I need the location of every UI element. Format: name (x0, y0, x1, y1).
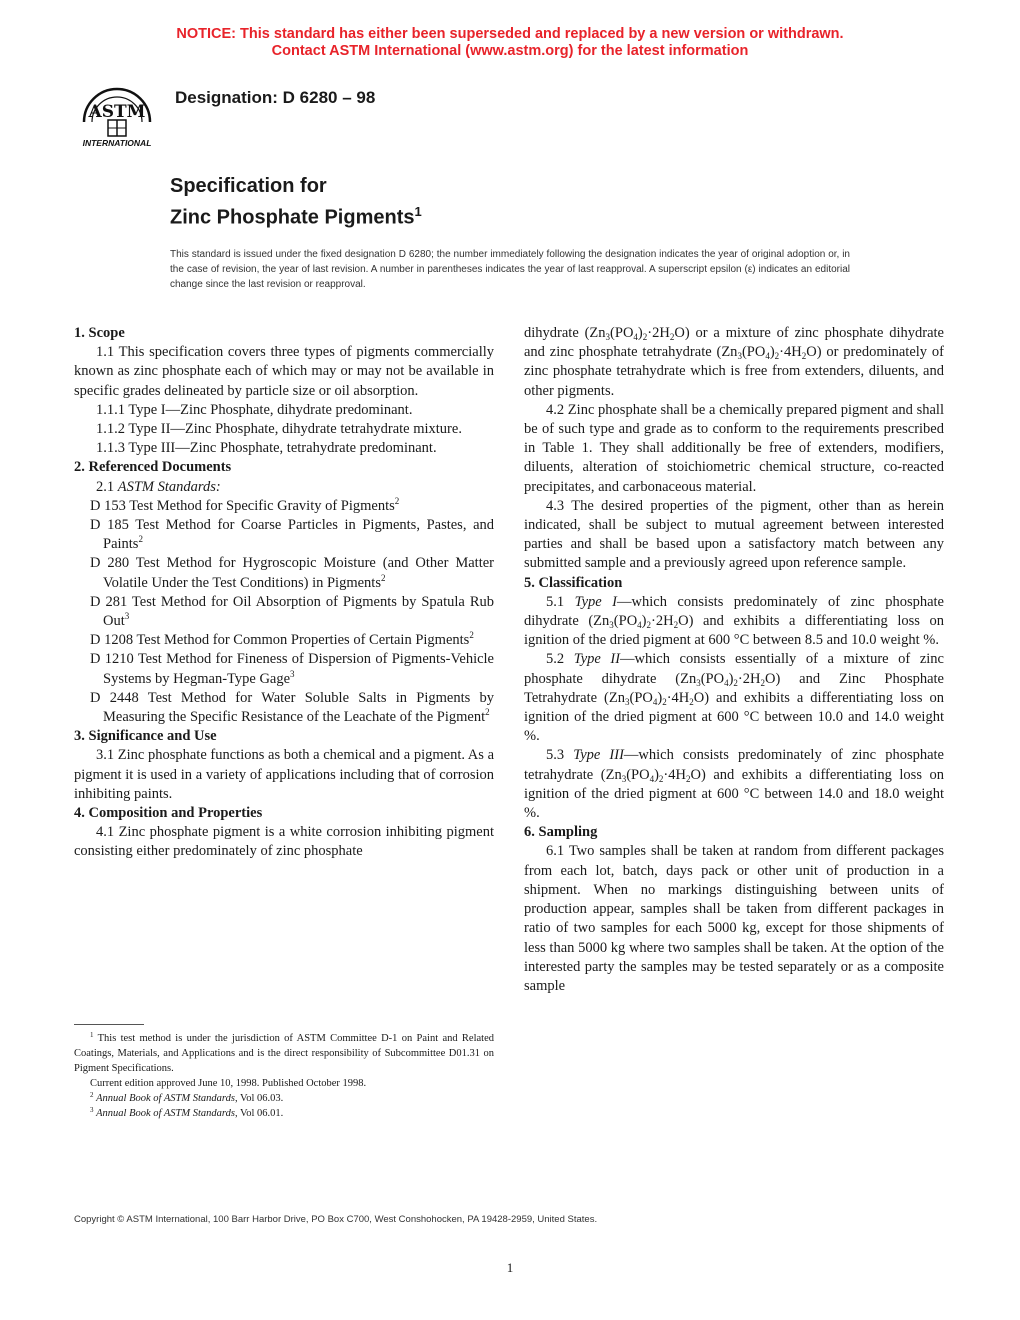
designation: Designation: D 6280 – 98 (175, 88, 376, 107)
footnote-mark: 2 (138, 534, 143, 545)
reference-text: D 280 Test Method for Hygroscopic Moisture (and Other Matter Volatile Under the Test Conditions) in Pigments (90, 555, 494, 591)
notice-line-2: Contact ASTM International (www.astm.org) for the latest information (271, 43, 749, 59)
reference-text: D 281 Test Method for Oil Absorption of Pigments by Spatula Rub Out (90, 593, 494, 630)
footnote-mark: 2 (380, 572, 386, 583)
reference-text: D 2448 Test Method for Water Soluble Salts in Pigments by Measuring the Specific Resistance of the Leachate of the Pigment (90, 689, 494, 726)
reference-text: D 1208 Test Method for Common Properties of Certain Pigments (90, 632, 470, 649)
section-heading-significance: 3. Significance and Use (74, 728, 217, 745)
footnote-edition: Current edition approved June 10, 1998. Published October 1998. (90, 1078, 367, 1089)
section-heading-sampling: 6. Sampling (524, 824, 598, 841)
paragraph-6-1: 6.1 Two samples shall be taken at random from different packages from each lot, batch, days pack or other unit of production in a shipment. When no markings distinguishing between units of production appear, samples shall be taken from different packages in ratio of two samples for each 5000 kg, except for those shipments of less than 5000 kg where two samples shall be taken. At the option of the interested party the samples may be tested separately or as a composite sample (524, 843, 944, 994)
footnote-mark: 2 (394, 495, 400, 506)
astm-standards-label: ASTM Standards: (117, 478, 221, 495)
notice-banner (0, 26, 1020, 60)
reference-text: D 185 Test Method for Coarse Particles in Pigments, Pastes, and Paints (90, 517, 494, 553)
footnote-1: $^1$ This test method is under the jurisdiction of ASTM Committee D-1 on Paint and Related Coatings, Materials, and Applications and is the direct responsibility of Subcommittee D01.31 on Pigment Specifications. (74, 1031, 494, 1074)
paragraph-1-1-3: 1.1.3 Type III—Zinc Phosphate, tetrahydrate predominant. (96, 440, 437, 457)
paragraph-1-1-1: 1.1.1 Type I—Zinc Phosphate, dihydrate predominant. (96, 401, 413, 418)
paragraph-2-1 (74, 478, 494, 497)
footnote-mark: 3 (290, 668, 295, 679)
footnote-mark: 3 (124, 611, 130, 622)
paragraph-4-1-continued: dihydrate $(Zn_3(PO_4)_2\cdot 2H_2O)$ or a mixture of zinc phosphate dihydrate and zinc phosphate tetrahydrate $(Zn_3(PO_4)_2\cdot 4H_2O)$ or predominately of zinc phosphate tetrahydrate which is free from extenders, diluents, and other pigments. (524, 325, 944, 399)
paragraph-1-1: 1.1 This specification covers three types of pigments commercially known as zinc phosphate each of which may or may not be available in specific grades delineated by particle size or oil absorption. (74, 344, 494, 399)
notice-line-1: NOTICE: This standard has either been superseded and replaced by a new version or withdrawn. (176, 26, 844, 42)
paragraph-4-3: 4.3 The desired properties of the pigment, other than as herein indicated, shall be subject to mutual agreement between interested parties and shall be based upon a satisfactory match between any submitted sample and a previously agreed upon reference sample. (524, 497, 944, 572)
paragraph-5-1: 5.1 Type I—which consists predominately of zinc phosphate dihydrate $(Zn_3(PO_4)_2\cdot 2H_2O)$ and exhibits a differentiating loss on ignition of the dried pigment at 600 °C between 8.5 and 10.0 weight %. (524, 593, 944, 649)
footnote-mark: 2 (485, 707, 490, 718)
right-column (524, 324, 944, 996)
logo-mark: ASTM (88, 102, 146, 122)
title-footnote-mark: 1 (414, 204, 422, 219)
left-column (74, 324, 494, 862)
paragraph-3-1: 3.1 Zinc phosphate functions as both a chemical and a pigment. As a pigment it is used in a variety of applications including that of corrosion inhibiting paints. (74, 747, 494, 802)
title-line-1: Specification for (170, 175, 327, 197)
title-line-2: Zinc Phosphate Pigments (170, 206, 415, 229)
astm-logo-icon (72, 80, 162, 150)
reference-d281 (74, 593, 494, 631)
section-heading-composition: 4. Composition and Properties (74, 805, 263, 822)
reference-text: D 153 Test Method for Specific Gravity of Pigments (90, 497, 395, 514)
footnote-3: $^3$ Annual Book of ASTM Standards, Vol 06.01. (90, 1106, 284, 1119)
paragraph-5-2: 5.2 Type II—which consists essentially of a mixture of zinc phosphate dihydrate $(Zn_3(PO_4)_2\cdot 2H_2O)$ and Zinc Phosphate Tetrahydrate $(Zn_3(PO_4)_2\cdot 4H_2O)$ and exhibits a differentiating loss on ignition of the dried pigment at 600 °C between 10.0 and 14.0 weight %. (524, 651, 944, 745)
section-heading-classification: 5. Classification (524, 574, 623, 591)
section-heading-referenced-documents: 2. Referenced Documents (74, 459, 232, 476)
logo-text: INTERNATIONAL (82, 138, 152, 148)
document-title (170, 174, 422, 231)
paragraph-4-1: 4.1 Zinc phosphate pigment is a white corrosion inhibiting pigment consisting either predominately of zinc phosphate (74, 824, 494, 860)
paragraph-5-3: 5.3 Type III—which consists predominately of zinc phosphate tetrahydrate $(Zn_3(PO_4)_2\cdot 4H_2O)$ and exhibits a differentiating loss on ignition of the dried pigment at 600 °C between 14.0 and 18.0 weight %. (524, 747, 944, 822)
paragraph-4-2: 4.2 Zinc phosphate shall be a chemically prepared pigment and shall be of such type and grade as to conform to the requirements prescribed in Table 1. They shall additionally be free of extenders, modifiers, diluents, alteration of stoichiometric chemical structure, co-reacted precipitates, and carbonaceous material. (524, 401, 944, 495)
paragraph-number: 2.1 (96, 478, 115, 495)
footnote-2: $^2$ Annual Book of ASTM Standards, Vol 06.03. (90, 1091, 284, 1104)
footnotes (74, 1031, 494, 1121)
reference-d2448 (74, 689, 494, 727)
reference-d1210 (74, 650, 494, 688)
reference-d153 (74, 497, 494, 516)
intro-paragraph: This standard is issued under the fixed designation D 6280; the number immediately following the designation indicates the year of original adoption or, in the case of revision, the year of last revision. A number in parentheses indicates the year of last reapproval. A superscript epsilon (ε) indicates an editorial change since the last revision or reapproval. (170, 249, 850, 290)
reference-d280 (74, 554, 494, 592)
footnote-mark: 2 (469, 630, 474, 641)
paragraph-1-1-2: 1.1.2 Type II—Zinc Phosphate, dihydrate tetrahydrate mixture. (96, 421, 462, 438)
reference-d1208 (74, 631, 494, 650)
footnote-divider (74, 1024, 144, 1025)
section-heading-scope: 1. Scope (74, 325, 125, 341)
page-number: 1 (506, 1260, 514, 1275)
copyright-line: Copyright © ASTM International, 100 Barr Harbor Drive, PO Box C700, West Conshohocken, PA 19428-2959, United States. (74, 1214, 598, 1225)
reference-d185 (74, 516, 494, 554)
reference-text: D 1210 Test Method for Fineness of Dispersion of Pigments-Vehicle Systems by Hegman-Type Gage (90, 651, 494, 687)
